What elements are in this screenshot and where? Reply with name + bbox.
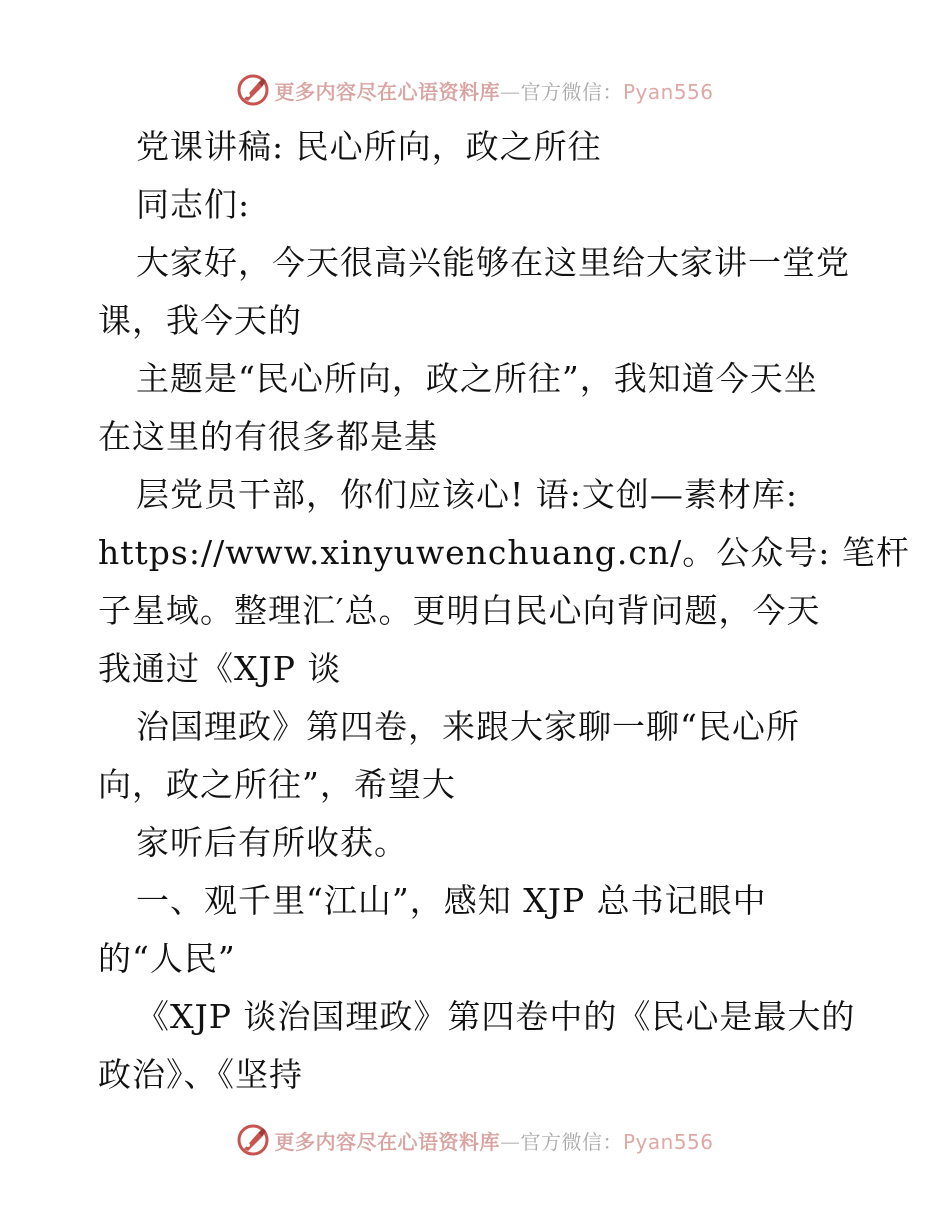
header-watermark: [0, 70, 950, 110]
doc-line: 一、观千里“江山”，感知 XJP 总书记眼中: [136, 881, 767, 920]
watermark-wechat-label: 官方微信：: [520, 79, 623, 104]
watermark-wechat-id: Pyan556: [622, 1129, 714, 1154]
doc-line: https://www.xinyuwenchuang.cn/。公众号: 笔杆: [98, 533, 910, 572]
doc-line: 子星域。整理汇′总。更明白民心向背问题，今天: [98, 591, 821, 630]
doc-line: 《XJP 谈治国理政》第四卷中的《民心是最大的: [136, 997, 856, 1036]
doc-line: 大家好，今天很高兴能够在这里给大家讲一堂党: [136, 243, 850, 282]
watermark-text: [274, 1126, 713, 1155]
pen-nib-logo-icon: [236, 1123, 270, 1157]
watermark-main: 更多内容尽在心语资料库: [274, 79, 500, 104]
doc-line: 同志们:: [136, 185, 251, 224]
doc-line: 主题是“民心所向，政之所往”，我知道今天坐: [136, 359, 818, 398]
watermark-text: [274, 76, 713, 105]
document-body: [98, 118, 910, 1104]
watermark-wechat-label: 官方微信：: [520, 1129, 623, 1154]
doc-line: 层党员干部，你们应该心! 语:文创—素材库:: [136, 475, 798, 514]
doc-line: 课，我今天的: [98, 301, 302, 340]
footer-watermark: [0, 1120, 950, 1160]
doc-line: 的“人民”: [98, 939, 236, 978]
doc-line: 我通过《XJP 谈: [98, 649, 342, 688]
doc-line: 政治》、《坚持: [98, 1055, 303, 1094]
doc-line: 党课讲稿: 民心所向，政之所往: [136, 127, 602, 166]
watermark-dash: —: [499, 79, 521, 104]
watermark-wechat-id: Pyan556: [622, 79, 714, 104]
doc-line: 家听后有所收获。: [136, 823, 408, 862]
doc-line: 在这里的有很多都是基: [98, 417, 438, 456]
pen-nib-logo-icon: [236, 73, 270, 107]
doc-line: 向，政之所往”，希望大: [98, 765, 456, 804]
watermark-dash: —: [499, 1129, 521, 1154]
watermark-main: 更多内容尽在心语资料库: [274, 1129, 500, 1154]
doc-line: 治国理政》第四卷，来跟大家聊一聊“民心所: [136, 707, 800, 746]
